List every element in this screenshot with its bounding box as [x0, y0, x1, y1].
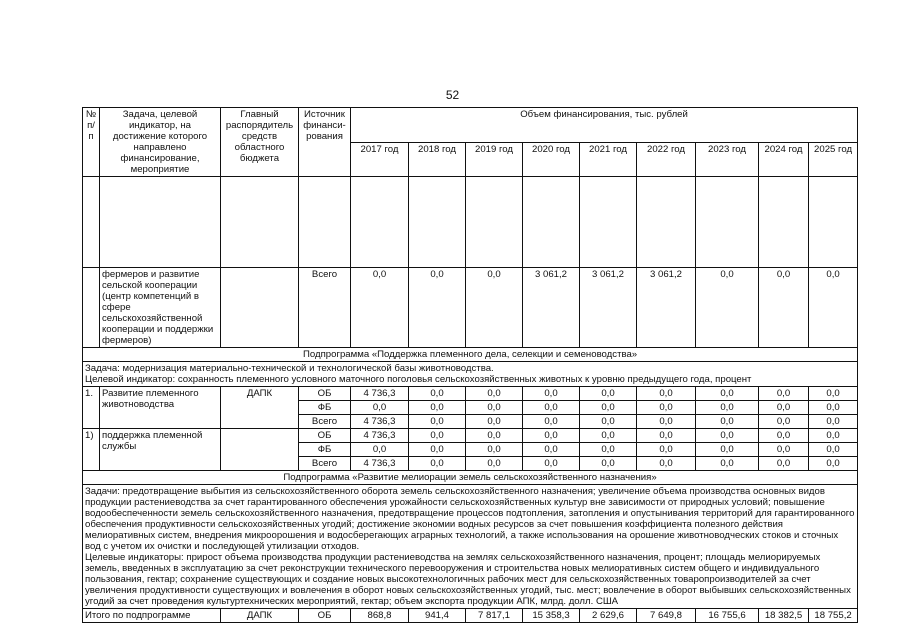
header-manager: Главный распорядитель средств областного бюджета	[221, 108, 299, 177]
value-cell: 0,0	[696, 429, 759, 443]
value-cell: 4 736,3	[351, 429, 409, 443]
year-2017: 2017 год	[351, 142, 409, 177]
year-2021: 2021 год	[580, 142, 637, 177]
total-label: Итого по подпрограмме	[83, 609, 221, 623]
value-cell: 3 061,2	[580, 268, 637, 348]
value-cell: 0,0	[759, 387, 809, 401]
item-manager: ДАПК	[221, 387, 299, 429]
value-cell: 0,0	[466, 401, 523, 415]
value-cell: 0,0	[409, 387, 466, 401]
value-cell: 0,0	[409, 443, 466, 457]
page-number: 52	[445, 88, 460, 102]
value-cell: 0,0	[409, 401, 466, 415]
value-cell: 0,0	[809, 268, 858, 348]
value-cell: 0,0	[759, 457, 809, 471]
value-cell: 0,0	[523, 443, 580, 457]
value-cell: 18 382,5	[759, 609, 809, 623]
value-cell: 0,0	[809, 387, 858, 401]
item-manager	[221, 429, 299, 471]
value-cell: 0,0	[409, 415, 466, 429]
year-2019: 2019 год	[466, 142, 523, 177]
value-cell: 0,0	[696, 387, 759, 401]
value-cell: 0,0	[523, 415, 580, 429]
header-row	[83, 108, 858, 143]
value-cell: 0,0	[637, 401, 696, 415]
value-cell: 0,0	[809, 457, 858, 471]
subprogram-title: Подпрограмма «Поддержка племенного дела, селекции и семеноводства»	[83, 348, 858, 362]
value-cell: 0,0	[466, 268, 523, 348]
value-cell: 0,0	[409, 429, 466, 443]
value-cell: 0,0	[523, 429, 580, 443]
year-2018: 2018 год	[409, 142, 466, 177]
task-row	[83, 362, 858, 387]
value-cell: 0,0	[809, 401, 858, 415]
item-num: 1.	[83, 387, 100, 429]
value-cell: 0,0	[696, 457, 759, 471]
value-cell: 3 061,2	[523, 268, 580, 348]
table-row	[83, 268, 858, 348]
year-2024: 2024 год	[759, 142, 809, 177]
header-volume: Объем финансирования, тыс. рублей	[351, 108, 858, 143]
value-cell: 0,0	[351, 443, 409, 457]
value-cell: 0,0	[809, 443, 858, 457]
year-2020: 2020 год	[523, 142, 580, 177]
value-cell: 0,0	[759, 401, 809, 415]
row-task-cell: фермеров и развитие сельской кооперации (центр компетенций в сфере сельскохозяйственной кооперации и поддержки фермеров)	[100, 268, 221, 348]
value-cell: 7 817,1	[466, 609, 523, 623]
value-cell: 0,0	[637, 387, 696, 401]
task-text: Задача: модернизация материально-технической и технологической базы животноводства.	[85, 363, 494, 374]
task-row	[83, 485, 858, 609]
value-cell: 0,0	[580, 415, 637, 429]
source-cell: ФБ	[299, 443, 351, 457]
value-cell: 0,0	[409, 268, 466, 348]
item-num: 1)	[83, 429, 100, 471]
value-cell: 2 629,6	[580, 609, 637, 623]
header-task: Задача, целевой индикатор, на достижение которого направлено финансирование, мероприятие	[100, 108, 221, 177]
value-cell: 0,0	[466, 415, 523, 429]
value-cell: 0,0	[759, 443, 809, 457]
task-cell	[83, 485, 858, 609]
value-cell: 0,0	[696, 443, 759, 457]
header-spacer-row	[83, 177, 858, 268]
header-num: № п/п	[83, 108, 100, 177]
source-cell: ФБ	[299, 401, 351, 415]
value-cell: 0,0	[466, 387, 523, 401]
task-cell	[83, 362, 858, 387]
value-cell: 0,0	[523, 457, 580, 471]
tasks-text: Задачи: предотвращение выбытия из сельскохозяйственного оборота земель сельскохозяйственного назначения; увеличение объема производства основных видов продукции растениеводства за счет гарантированного обеспечения урожайности сельскохозяйственных культур вне зависимости от природных условий; повышение водообеспеченности земель сельскохозяйственного назначения, предотвращение процессов подтопления, затопления и опустынивания территорий для гарантированного обеспечения продуктивности сельскохозяйственных угодий; достижение экономии водных ресурсов за счет повышения коэффициента полезного действия мелиоративных систем, внедрения микроорошения и водосберегающих аграрных технологий, а также использования на орошение животноводческих стоков и сточных вод с учетом их очистки и последующей утилизации отходов.	[85, 486, 855, 552]
indicators-text: Целевые индикаторы: прирост объема производства продукции растениеводства на землях сельскохозяйственного назначения, процент; площадь мелиорируемых земель, введенных в эксплуатацию за счет реконструкции технического перевооружения и строительства новых мелиоративных систем общего и индивидуального пользования, гектар; сохранение существующих и создание новых высокотехнологичных рабочих мест для сельскохозяйственных товаропроизводителей за счет увеличения продуктивности существующих и вовлечения в оборот новых сельскохозяйственных угодий, тыс. мест; вовлечение в оборот выбывших сельскохозяйственных угодий за счет проведения культуртехнических мероприятий, гектар; объем экспорта продукции АПК, млрд. долл. США	[85, 552, 851, 607]
value-cell: 0,0	[580, 443, 637, 457]
total-row	[83, 609, 858, 623]
value-cell: 0,0	[580, 457, 637, 471]
source-cell: Всего	[299, 415, 351, 429]
value-cell: 0,0	[637, 443, 696, 457]
item-name: поддержка племенной службы	[100, 429, 221, 471]
value-cell: 941,4	[409, 609, 466, 623]
value-cell: 16 755,6	[696, 609, 759, 623]
value-cell: 0,0	[580, 387, 637, 401]
value-cell: 0,0	[759, 268, 809, 348]
value-cell: 0,0	[523, 401, 580, 415]
value-cell: 0,0	[809, 415, 858, 429]
source-cell: ОБ	[299, 429, 351, 443]
source-cell: Всего	[299, 457, 351, 471]
value-cell: 0,0	[759, 429, 809, 443]
value-cell: 0,0	[409, 457, 466, 471]
value-cell: 0,0	[637, 429, 696, 443]
row-source-cell: Всего	[299, 268, 351, 348]
source-cell: ОБ	[299, 387, 351, 401]
value-cell: 0,0	[351, 268, 409, 348]
total-source: ОБ	[299, 609, 351, 623]
value-cell: 868,8	[351, 609, 409, 623]
value-cell: 0,0	[466, 429, 523, 443]
table-row	[83, 387, 858, 401]
year-2023: 2023 год	[696, 142, 759, 177]
value-cell: 0,0	[580, 401, 637, 415]
item-name: Развитие племенного животноводства	[100, 387, 221, 429]
subprogram-title-row	[83, 348, 858, 362]
value-cell: 0,0	[637, 457, 696, 471]
value-cell: 0,0	[696, 401, 759, 415]
total-manager: ДАПК	[221, 609, 299, 623]
value-cell: 0,0	[696, 268, 759, 348]
indicator-text: Целевой индикатор: сохранность племенного условного маточного поголовья сельскохозяйственных животных к уровню предыдущего года, процент	[85, 374, 752, 385]
value-cell: 4 736,3	[351, 387, 409, 401]
value-cell: 0,0	[637, 415, 696, 429]
subprogram-title: Подпрограмма «Развитие мелиорации земель сельскохозяйственного назначения»	[83, 471, 858, 485]
value-cell: 0,0	[759, 415, 809, 429]
value-cell: 0,0	[809, 429, 858, 443]
value-cell: 4 736,3	[351, 415, 409, 429]
financing-table	[82, 107, 858, 623]
value-cell: 7 649,8	[637, 609, 696, 623]
subprogram-title-row	[83, 471, 858, 485]
value-cell: 0,0	[466, 443, 523, 457]
value-cell: 15 358,3	[523, 609, 580, 623]
value-cell: 0,0	[351, 401, 409, 415]
value-cell: 4 736,3	[351, 457, 409, 471]
value-cell: 0,0	[523, 387, 580, 401]
header-source: Источник финанси-рования	[299, 108, 351, 177]
year-2022: 2022 год	[637, 142, 696, 177]
value-cell: 0,0	[466, 457, 523, 471]
value-cell: 0,0	[580, 429, 637, 443]
year-2025: 2025 год	[809, 142, 858, 177]
value-cell: 18 755,2	[809, 609, 858, 623]
value-cell: 0,0	[696, 415, 759, 429]
value-cell: 3 061,2	[637, 268, 696, 348]
table-row	[83, 429, 858, 443]
